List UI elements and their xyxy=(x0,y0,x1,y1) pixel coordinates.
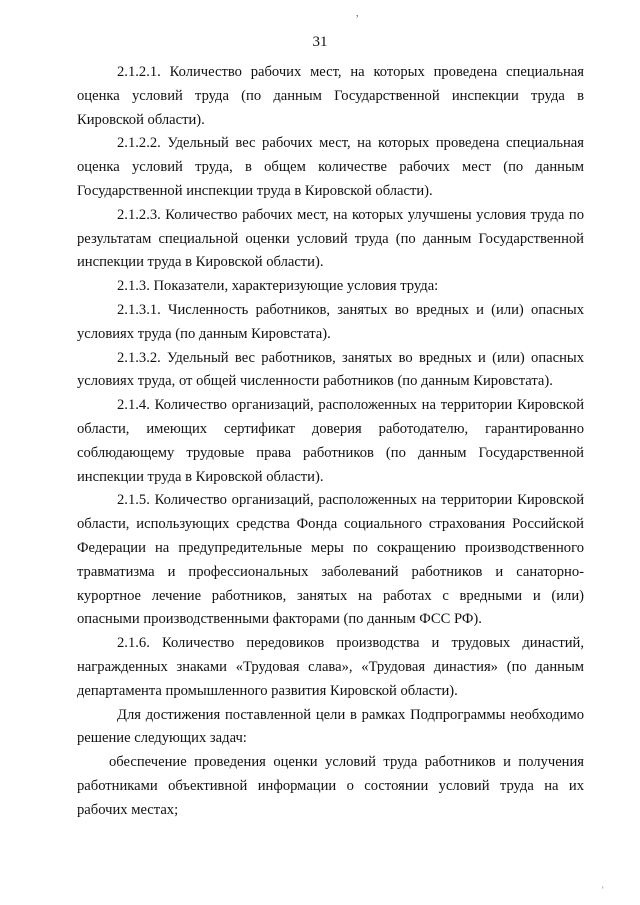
paragraph-2-1-2-1: 2.1.2.1. Количество рабочих мест, на которых проведена специальная оценка условий труда (по данным Государственной инспекции труда в Кировской области). xyxy=(77,64,584,128)
paragraph-2-1-2-2: 2.1.2.2. Удельный вес рабочих мест, на которых проведена специальная оценка условий труда, в общем количестве рабочих мест (по данным Государственной инспекции труда в Кировской области). xyxy=(77,135,584,199)
scan-mark-top: , xyxy=(356,8,359,19)
scan-mark-bottom: ' xyxy=(602,885,604,895)
paragraph-task-1: обеспечение проведения оценки условий труда работников и получения работниками объективной информации о состоянии условий труда на их рабочих местах; xyxy=(77,754,584,818)
paragraph-2-1-2-3: 2.1.2.3. Количество рабочих мест, на которых улучшены условия труда по результатам специальной оценки условий труда (по данным Государственной инспекции труда в Кировской области). xyxy=(77,206,584,271)
paragraph-2-1-5: 2.1.5. Количество организаций, расположенных на территории Кировской области, использующих средства Фонда социального страхования Российской Федерации на предупредительные меры по сокращению производственного травматизма и профессиональных заболеваний работников и санаторно-курортное лечение работников, занятых на работах с вредными и (или) опасными производственными факторами (по данным ФСС РФ). xyxy=(77,492,584,628)
paragraph-2-1-6: 2.1.6. Количество передовиков производства и трудовых династий, награжденных знаками «Трудовая слава», «Трудовая династия» (по данным департамента промышленного развития Кировской области). xyxy=(77,635,584,699)
paragraph-2-1-3-2: 2.1.3.2. Удельный вес работников, занятых во вредных и (или) опасных условиях труда, от общей численности работников (по данным Кировстата). xyxy=(77,349,584,390)
paragraph-2-1-3: 2.1.3. Показатели, характеризующие условия труда: xyxy=(117,278,439,295)
paragraph-tasks-intro: Для достижения поставленной цели в рамках Подпрограммы необходимо решение следующих задач: xyxy=(77,706,584,747)
page-number: 31 xyxy=(312,34,328,50)
paragraph-2-1-3-1: 2.1.3.1. Численность работников, занятых во вредных и (или) опасных условиях труда (по данным Кировстата). xyxy=(77,301,584,342)
document-body xyxy=(77,61,584,823)
paragraph-2-1-4: 2.1.4. Количество организаций, расположенных на территории Кировской области, имеющих сертификат доверия работодателю, гарантированно соблюдающему трудовые права работников (по данным Государственной инспекции труда в Кировской области). xyxy=(77,397,584,485)
